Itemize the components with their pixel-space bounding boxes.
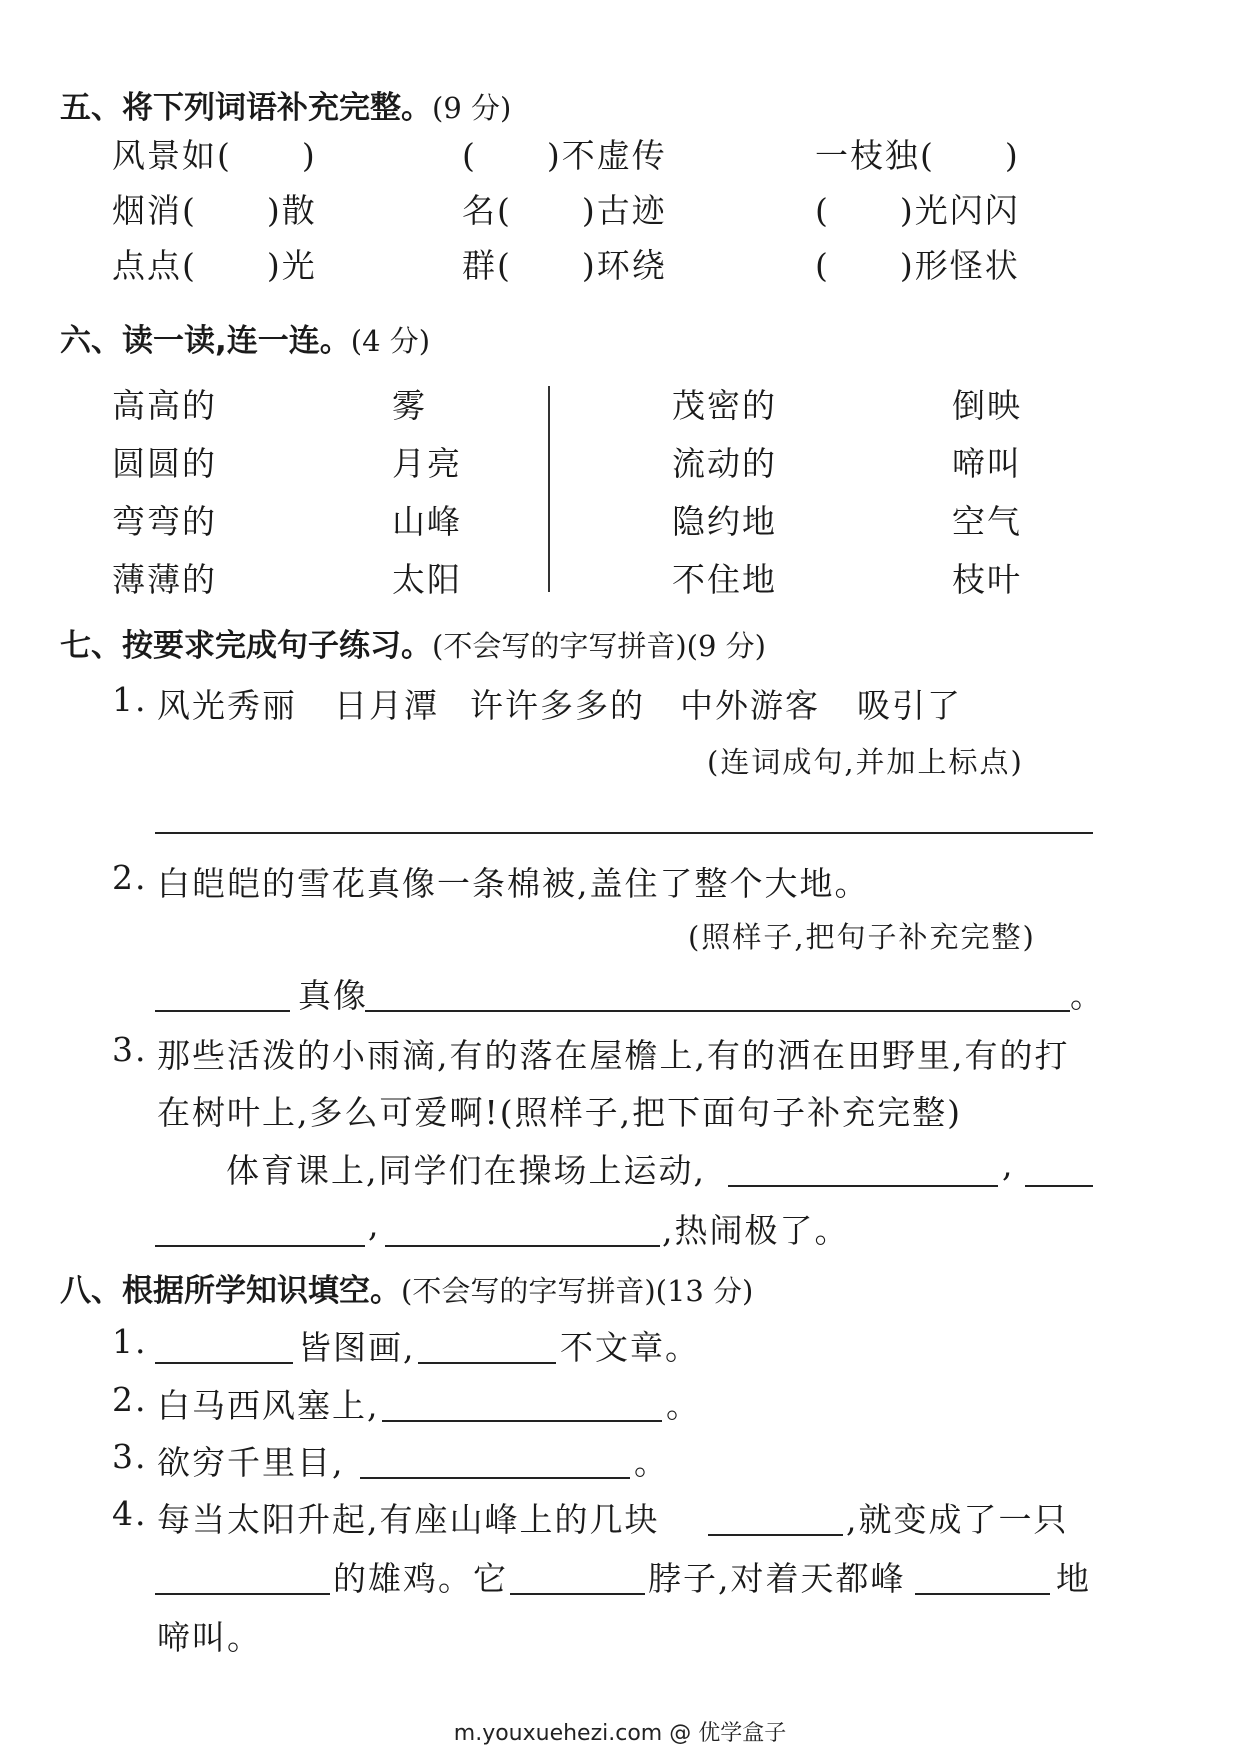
match-left-word: 弯弯的 xyxy=(112,502,217,541)
answer-blank[interactable] xyxy=(155,1010,290,1012)
word-token: 日月潭 xyxy=(334,686,439,725)
example-sentence: 白皑皑的雪花真像一条棉被,盖住了整个大地。 xyxy=(157,864,870,903)
sentence-fragment: 每当太阳升起,有座山峰上的几块 xyxy=(157,1500,660,1539)
match-left-word: 流动的 xyxy=(672,444,777,483)
match-right-word: 山峰 xyxy=(392,502,462,541)
question-number: 1. xyxy=(112,680,148,719)
fill-item: ( )光闪闪 xyxy=(815,191,1020,230)
sentence-fragment: 欲穷千里目, xyxy=(157,1443,345,1482)
match-left-word: 薄薄的 xyxy=(112,560,217,599)
instruction-note: (连词成句,并加上标点) xyxy=(707,745,1024,779)
sentence-end: 。 xyxy=(666,1386,701,1425)
match-left-word: 不住地 xyxy=(672,560,777,599)
sentence-fragment: 脖子,对着天都峰 xyxy=(648,1559,906,1598)
column-divider xyxy=(548,386,550,592)
sentence-fragment: ,就变成了一只 xyxy=(846,1500,1069,1539)
fill-item: 烟消( )散 xyxy=(112,191,317,230)
sentence-fragment: 白马西风塞上, xyxy=(157,1386,380,1425)
answer-blank[interactable] xyxy=(155,1362,293,1364)
answer-blank[interactable] xyxy=(708,1534,843,1536)
match-right-word: 倒映 xyxy=(952,386,1022,425)
answer-blank[interactable] xyxy=(155,1593,330,1595)
match-right-word: 空气 xyxy=(952,502,1022,541)
fill-item: 风景如( ) xyxy=(112,136,317,175)
sentence-end: 。 xyxy=(1070,976,1105,1015)
question-number: 3. xyxy=(112,1437,148,1476)
sentence-fragment: 地 xyxy=(1056,1559,1091,1598)
sentence-end: 。 xyxy=(634,1443,669,1482)
answer-blank[interactable] xyxy=(382,1420,662,1422)
sentence-fragment: 皆图画, xyxy=(298,1328,416,1367)
section-5-heading: 五、将下列词语补充完整。(9 分) xyxy=(60,90,512,126)
sentence-fragment: 真像 xyxy=(298,976,368,1015)
answer-blank[interactable] xyxy=(915,1593,1050,1595)
question-number: 2. xyxy=(112,1380,148,1419)
section-7-heading: 七、按要求完成句子练习。(不会写的字写拼音)(9 分) xyxy=(60,628,766,664)
fill-item: ( )不虚传 xyxy=(462,136,667,175)
example-sentence: 那些活泼的小雨滴,有的落在屋檐上,有的洒在田野里,有的打 xyxy=(157,1036,1070,1075)
match-left-word: 茂密的 xyxy=(672,386,777,425)
sentence-fragment: 体育课上,同学们在操场上运动, xyxy=(226,1151,706,1190)
punctuation: , xyxy=(368,1205,381,1244)
answer-blank[interactable] xyxy=(155,1245,365,1247)
punctuation: , xyxy=(1002,1145,1015,1184)
answer-blank[interactable] xyxy=(728,1185,998,1187)
fill-item: ( )形怪状 xyxy=(815,246,1020,285)
answer-line[interactable] xyxy=(155,832,1093,834)
example-sentence: 在树叶上,多么可爱啊!(照样子,把下面句子补充完整) xyxy=(157,1093,962,1132)
match-right-word: 月亮 xyxy=(392,444,462,483)
question-number: 2. xyxy=(112,858,148,897)
match-right-word: 枝叶 xyxy=(952,560,1022,599)
section-8-heading: 八、根据所学知识填空。(不会写的字写拼音)(13 分) xyxy=(60,1273,754,1309)
fill-item: 群( )环绕 xyxy=(462,246,667,285)
footer-watermark: m.youxuehezi.com @ 优学盒子 xyxy=(453,1721,787,1746)
answer-blank[interactable] xyxy=(510,1593,645,1595)
match-right-word: 太阳 xyxy=(392,560,462,599)
match-left-word: 圆圆的 xyxy=(112,444,217,483)
answer-blank[interactable] xyxy=(360,1477,630,1479)
match-right-word: 啼叫 xyxy=(952,444,1022,483)
word-token: 中外游客 xyxy=(680,686,820,725)
section-6-heading: 六、读一读,连一连。(4 分) xyxy=(60,323,431,359)
match-left-word: 隐约地 xyxy=(672,502,777,541)
sentence-fragment: 不文章。 xyxy=(560,1328,700,1367)
word-token: 许许多多的 xyxy=(470,686,645,725)
fill-item: 一枝独( ) xyxy=(815,136,1020,175)
sentence-fragment: 啼叫。 xyxy=(157,1618,262,1657)
match-left-word: 高高的 xyxy=(112,386,217,425)
sentence-end: ,热闹极了。 xyxy=(662,1211,850,1250)
sentence-fragment: 的雄鸡。它 xyxy=(333,1559,508,1598)
answer-blank[interactable] xyxy=(385,1245,660,1247)
question-number: 4. xyxy=(112,1494,148,1533)
question-number: 1. xyxy=(112,1322,148,1361)
word-token: 风光秀丽 xyxy=(157,686,297,725)
word-token: 吸引了 xyxy=(857,686,962,725)
fill-item: 点点( )光 xyxy=(112,246,317,285)
answer-blank[interactable] xyxy=(365,1010,1070,1012)
match-right-word: 雾 xyxy=(392,386,427,425)
answer-blank[interactable] xyxy=(1025,1185,1093,1187)
fill-item: 名( )古迹 xyxy=(462,191,667,230)
answer-blank[interactable] xyxy=(418,1362,556,1364)
question-number: 3. xyxy=(112,1030,148,1069)
instruction-note: (照样子,把句子补充完整) xyxy=(688,920,1036,954)
